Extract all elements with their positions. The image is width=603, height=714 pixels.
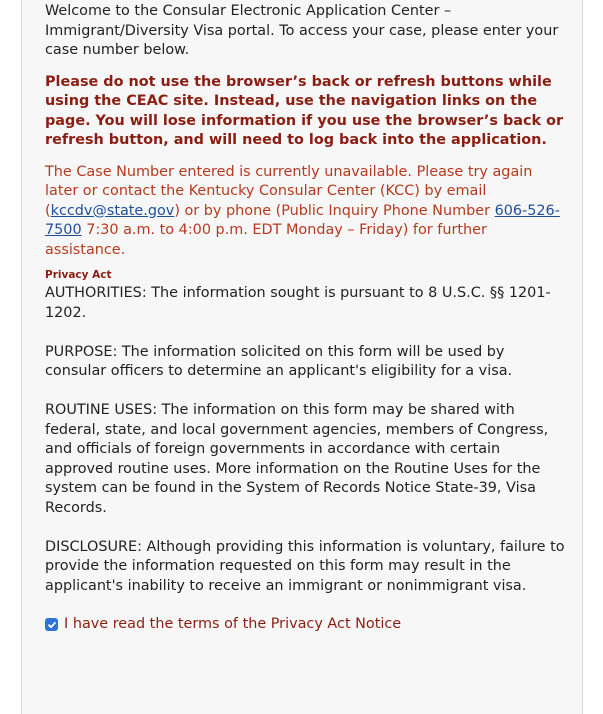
checkmark-icon — [47, 620, 57, 630]
case-number-error — [45, 163, 565, 261]
purpose-text: PURPOSE: The information solicited on this form will be used by consular officers to determine an applicant's eligibility for a visa. — [45, 343, 513, 379]
error-text-after-phone: 7:30 a.m. to 4:00 p.m. EDT Monday – Friday) for further assistance. — [45, 222, 487, 258]
disclosure-text: DISCLOSURE: Although providing this information is voluntary, failure to provide the information requested on this form may result in the applicant's inability to receive an immigrant or nonimmigrant visa. — [45, 538, 565, 594]
error-text-before-email: The Case Number entered is currently unavailable. Please try again later or contact the Kentucky Consular Center (KCC) by email ( — [45, 163, 533, 219]
kcc-phone-link[interactable]: 606-526-7500 — [45, 202, 560, 238]
privacy-act-checkbox[interactable] — [45, 618, 58, 631]
privacy-act-checkbox-label: I have read the terms of the Privacy Act Notice — [64, 616, 402, 632]
welcome-text: Welcome to the Consular Electronic Application Center – Immigrant/Diversity Visa portal. To access your case, please enter your case number below. — [45, 3, 559, 58]
privacy-act-heading: Privacy Act — [45, 269, 112, 281]
kcc-email-link[interactable]: kccdv@state.gov — [50, 202, 175, 219]
authorities-text: AUTHORITIES: The information sought is pursuant to 8 U.S.C. §§ 1201-1202. — [45, 285, 551, 321]
routine-uses-text: ROUTINE USES: The information on this form may be shared with federal, state, and local government agencies, members of Congress, and officials of foreign governments in accordance with certain approved routine uses. More information on the Routine Uses for the system can be found in the System of Records Notice State-39, Visa Records. — [45, 402, 549, 516]
error-text-between: ) or by phone (Public Inquiry Phone Number — [174, 202, 495, 219]
navigation-warning: Please do not use the browser’s back or refresh buttons while using the CEAC site. Instead, use the navigation links on the page. You will lose information if you use the browser’s back or refresh button, and will need to log back into the application. — [45, 73, 564, 148]
content-area — [45, 0, 565, 635]
privacy-act-checkbox-row[interactable] — [45, 615, 565, 635]
